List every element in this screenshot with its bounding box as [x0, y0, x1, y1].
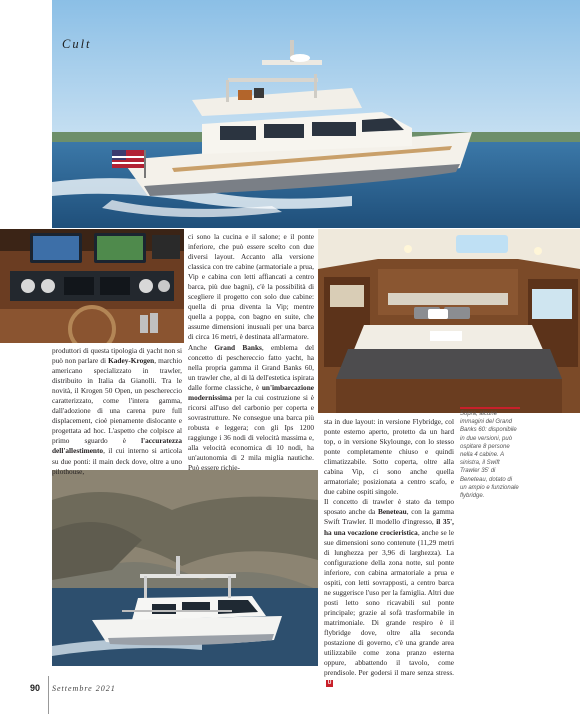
page-number: 90	[30, 683, 41, 693]
photo-caption: Sopra, alcune immagini del Grand Banks 60: disponibile in due versioni, può ospitare 8 persone nella 4 cabine. A sinistra, il Swift Trawler 35' di Beneteau, dotato di un ampio e funzionale flybridge.	[460, 411, 519, 500]
highlight-crocieristica: il 35', ha una vocazione crocieristica	[324, 517, 454, 537]
article-column-3: sta in due layout: in versione Flybridge, col ponte esterno aperto, protetto da un hard top, o in versione Skylounge, con lo stesso ponte completamente chiuso e quindi climatizzabile. Sotto coperta, oltre alla cabina Vip, ci sono anche quella armatoriale; posizionata a centro scafo, e due cabine ospiti singole. Il concetto di trawler è stato da tempo sposato anche da Beneteau, con la gamma Swift Trawler. Il modello d'ingresso, il 35', ha una vocazione crocieristica, anche se le sue dimensioni sono contenute (11,29 metri di lunghezza per 3,96 di larghezza). La configurazione della zona notte, sul ponte inferiore, con cabina armatoriale a prua e ospiti, con letti sovrapposti, a centro barca ne suggerisce l'uso per la famiglia. Altri due posti letto sono ricavabili sul ponte principale; grazie al sofà trasformabile in matrimoniale. Di grande respiro è il flybridge dove, oltre alla seconda postazione di governo, c'è una grande area utilizzabile come zona pranzo esterna oppure, abbattendo il tavolo, come prendisole. Per godersi il mare senza stress.U	[324, 417, 454, 687]
footer-divider	[48, 676, 49, 714]
photo-helm-station	[0, 229, 184, 343]
end-of-article-mark: U	[327, 680, 332, 687]
brand-beneteau: Beneteau	[377, 507, 407, 517]
brand-kadey-krogen: Kadey-Krogen	[108, 356, 155, 366]
photo-owner-cabin	[318, 229, 580, 413]
caption-rule	[460, 407, 520, 409]
highlight-allestimento: l'accuratezza dell'allestimento	[52, 436, 182, 456]
photo-swift-trawler	[52, 470, 318, 666]
brand-grand-banks: Grand Banks	[214, 342, 262, 352]
photo-grand-banks-hero	[52, 0, 580, 228]
article-column-1: produttori di questa tipologia di yacht non si può non parlare di Kadey-Krogen, marchio americano specializzato in trawler, distribuito in Italia da Gianolli. Tra le novità, il Krogen 50 Open, un peschereccio caratterizzato, come l'intera gamma, dall'adozione di una carena pure full displacement, cioè pienamente dislocante e progettata ad hoc. L'aspetto che colpisce al primo sguardo è l'accuratezza dell'allestimento, il cui interno si articola su due ponti: il main deck dove, oltre a uno pilothouse,	[52, 346, 182, 476]
issue-date: Settembre 2021	[52, 684, 116, 693]
section-tag: Cult	[62, 37, 92, 51]
article-column-2: ci sono la cucina e il salone; e il ponte inferiore, che può essere scelto con due diversi layout. Accanto alla versione classica con tre cabine (armatoriale a prua, Vip e cabina con letti affiancati a centro barca, più due bagni), c'è la possibilità di scegliere il progetto con solo due cabine: quella di prua diventa la Vip; mentre quella a poppa, con bagno en suite, che assume dimensioni inusuali per una barca di circa 16 metri, è destinata all'armatore. Anche Grand Banks, emblema del concetto di peschereccio fatto yacht, ha nella propria gamma il Grand Banks 60, un trawler che, al di là dell'estetica ispirata dalle forme classiche, è un'imbarcazione modernissima per la cui costruzione si è ricorsi all'uso del carbonio per coperta e sovrastrutture. Ne consegue una barca più robusta e leggera; con gli Ips 1200 raggiunge i 36 nodi di velocità massima e, alla velocità economica di 10 nodi, ha un'autonomia di 2 mila miglia nautiche. Può essere richie-	[188, 232, 314, 473]
highlight-modernissima: un'imbarcazione modernissima	[188, 382, 314, 402]
